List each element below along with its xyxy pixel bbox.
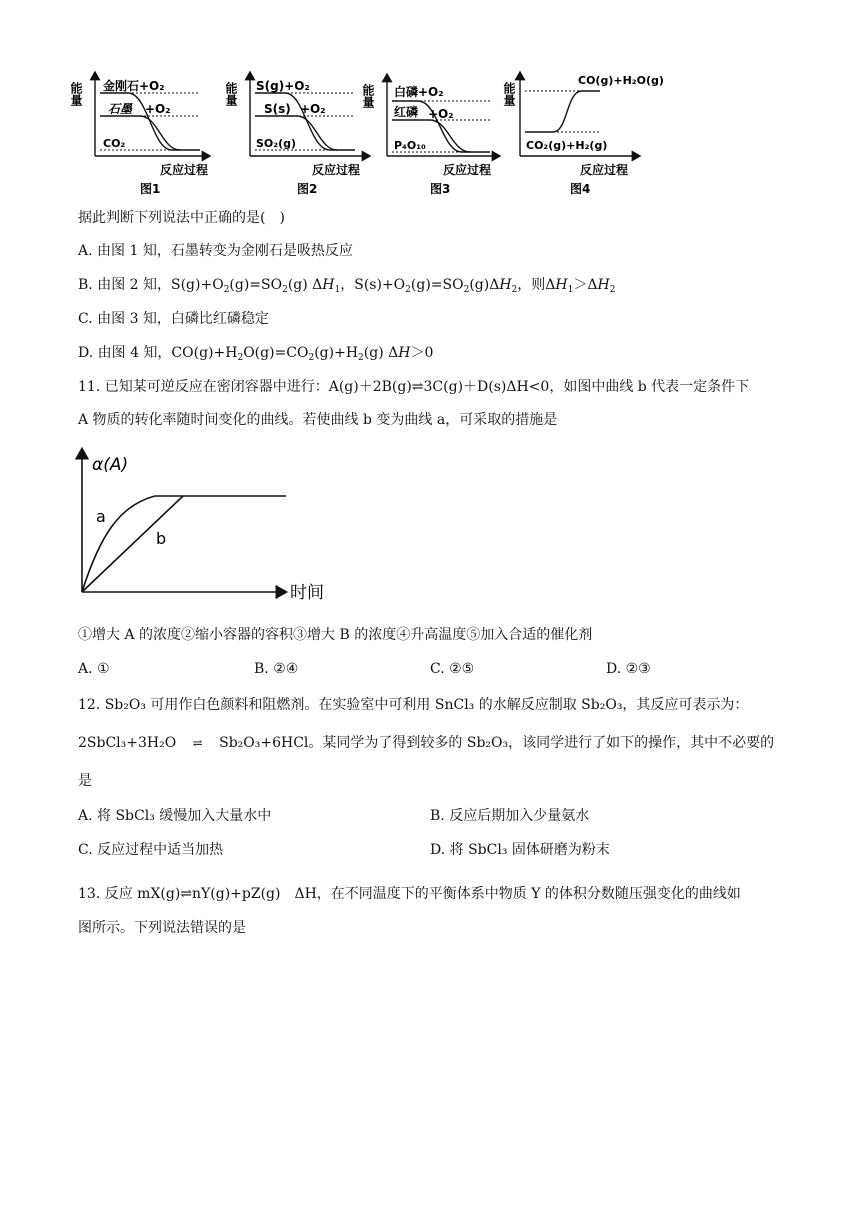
fig1-y-label: 能量: [69, 82, 83, 106]
fig2-x-label: 反应过程: [312, 163, 361, 177]
q13-line-1: 13. 反应 mX(g)⇌nY(g)+pZ(g) ΔH，在不同温度下的平衡体系中物质 Y 的体积分数随压强变化的曲线如: [78, 886, 741, 902]
conversion-graph: [60, 440, 360, 615]
fig4-top-label: CO(g)+H₂O(g): [578, 74, 664, 87]
curve-a-label: a: [96, 507, 106, 526]
fig3-top-label: 白磷+O₂: [394, 85, 444, 99]
figure-1: [69, 72, 210, 196]
q12-line-1: 12. Sb₂O₃ 可用作白色颜料和阻燃剂。在实验室中可利用 SnCl₃ 的水解反应制取 Sb₂O₃，其反应可表示为：: [78, 697, 749, 713]
fig2-y-label: 能量: [224, 82, 238, 106]
fig3-bottom-label: P₄O₁₀: [394, 139, 426, 152]
fig4-bottom-label: CO₂(g)+H₂(g): [526, 139, 608, 152]
graph-y-label: α(A): [92, 455, 129, 475]
fig4-y-label: 能量: [502, 82, 516, 106]
figure-3: [361, 74, 500, 196]
fig2-bottom-label: SO₂(g): [256, 137, 297, 150]
q11-option-b: B. ②④: [254, 661, 299, 677]
q12-option-c: C. 反应过程中适当加热: [78, 842, 224, 858]
curve-a: [82, 496, 286, 592]
energy-diagrams: [0, 60, 860, 200]
fig2-caption: 图2: [297, 182, 318, 196]
q11-measures: ①增大 A 的浓度②缩小容器的容积③增大 B 的浓度④升高温度⑤加入合适的催化剂: [78, 627, 593, 643]
q12-option-b: B. 反应后期加入少量氨水: [430, 808, 590, 824]
q11-line-2: A 物质的转化率随时间变化的曲线。若使曲线 b 变为曲线 a，可采取的措施是: [78, 412, 558, 428]
q12-option-d: D. 将 SbCl₃ 固体研磨为粉末: [430, 842, 610, 858]
fig1-mid-suffix: +O₂: [145, 102, 171, 116]
fig3-y-label: 能量: [361, 84, 375, 108]
fig3-caption: 图3: [430, 182, 451, 196]
fig4-caption: 图4: [570, 182, 591, 196]
fig1-bottom-label: CO₂: [103, 137, 126, 150]
fig2-top-label: S(g)+O₂: [256, 79, 310, 93]
fig4-x-label: 反应过程: [580, 163, 629, 177]
q12-line-3: 是: [78, 773, 92, 789]
q10-option-a: A. 由图 1 知，石墨转变为金刚石是吸热反应: [78, 243, 353, 259]
q13-line-2: 图所示。下列说法错误的是: [78, 920, 246, 936]
fig1-x-label: 反应过程: [160, 163, 209, 177]
fig1-top-label: 金刚石+O₂: [103, 79, 165, 93]
q11-option-c: C. ②⑤: [430, 661, 475, 677]
q10-option-c: C. 由图 3 知，白磷比红磷稳定: [78, 311, 269, 327]
reversible-arrow-icon: ⇌: [192, 736, 203, 750]
fig2-mid-suffix: +O₂: [300, 102, 326, 116]
curve-b-label: b: [156, 529, 167, 548]
q10-stem: 据此判断下列说法中正确的是( ): [78, 210, 285, 226]
q10-option-d: D. 由图 4 知，$CO(g)+H_2O(g)=CO_2(g)+H_2(g)$ ΔH＞0: [78, 345, 434, 363]
q10-option-b: B. 由图 2 知，$S(g)+O_2(g)=SO_2(g)$ $\Delta H_1$，$S(s)+O_2(g)=SO_2(g)\Delta H_2$，则$\Delta H_1>\Delta H_2$: [78, 277, 616, 295]
fig3-x-label: 反应过程: [443, 163, 492, 177]
figure-4: [502, 72, 664, 196]
fig1-mid-label: 石墨: [108, 102, 133, 116]
fig1-caption: 图1: [140, 182, 161, 196]
q12-equation: 2SbCl₃+3H₂O ⇌ Sb₂O₃+6HCl。某同学为了得到较多的 Sb₂O₃，该同学进行了如下的操作，其中不必要的: [78, 735, 775, 751]
q12-option-a: A. 将 SbCl₃ 缓慢加入大量水中: [78, 808, 272, 824]
q11-option-a: A. ①: [78, 661, 110, 677]
fig3-mid-label: 红磷: [394, 105, 419, 119]
fig3-mid-suffix: +O₂: [428, 107, 454, 121]
q11-line-1: 11. 已知某可逆反应在密闭容器中进行：A(g)＋2B(g)⇌3C(g)＋D(s)ΔH<0，如图中曲线 b 代表一定条件下: [78, 379, 750, 395]
fig2-mid-label: S(s): [264, 102, 291, 116]
graph-x-label: 时间: [290, 583, 324, 603]
figure-2: [224, 72, 370, 196]
q11-option-d: D. ②③: [606, 661, 651, 677]
